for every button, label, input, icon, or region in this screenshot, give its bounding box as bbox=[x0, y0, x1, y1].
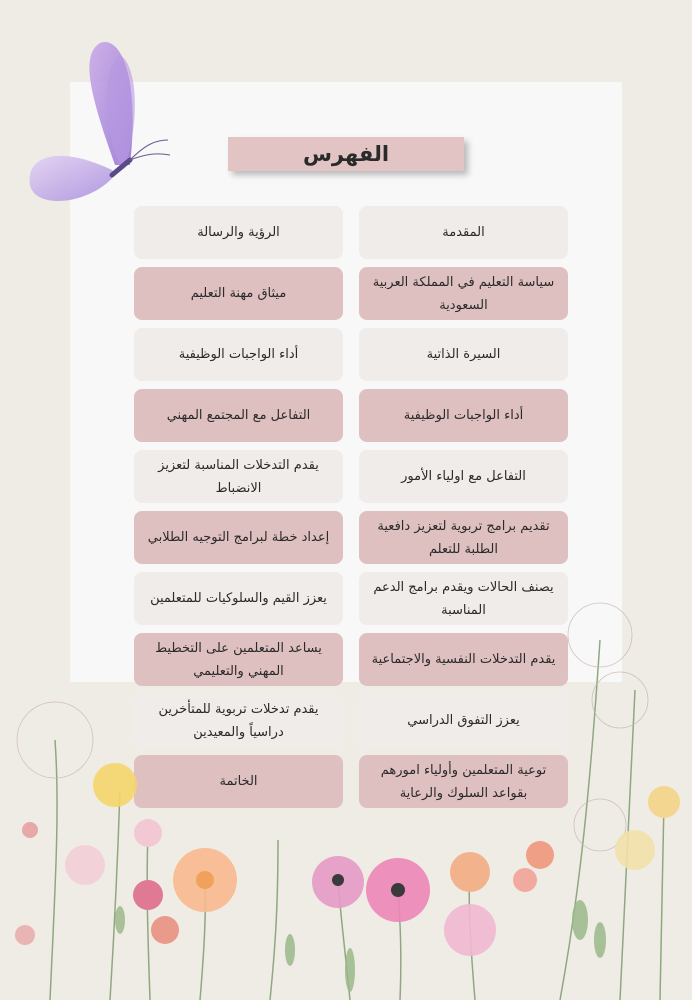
butterfly-illustration bbox=[20, 35, 180, 215]
index-item[interactable]: السيرة الذاتية bbox=[359, 328, 568, 381]
index-item[interactable]: يعزز التفوق الدراسي bbox=[359, 694, 568, 747]
index-item[interactable]: أداء الواجبات الوظيفية bbox=[134, 328, 343, 381]
index-item[interactable]: إعداد خطة لبرامج التوجيه الطلابي bbox=[134, 511, 343, 564]
index-item[interactable]: يقدم التدخلات المناسبة لتعزيز الانضباط bbox=[134, 450, 343, 503]
index-item[interactable]: تقديم برامج تربوية لتعزيز دافعية الطلبة للتعلم bbox=[359, 511, 568, 564]
index-item[interactable]: يساعد المتعلمين على التخطيط المهني والتعليمي bbox=[134, 633, 343, 686]
index-item[interactable]: سياسة التعليم في المملكة العربية السعودية bbox=[359, 267, 568, 320]
index-item[interactable]: الرؤية والرسالة bbox=[134, 206, 343, 259]
index-item[interactable]: المقدمة bbox=[359, 206, 568, 259]
index-item[interactable]: التفاعل مع المجتمع المهني bbox=[134, 389, 343, 442]
index-item[interactable]: التفاعل مع اولياء الأمور bbox=[359, 450, 568, 503]
index-item[interactable]: يصنف الحالات ويقدم برامج الدعم المناسبة bbox=[359, 572, 568, 625]
page-title: الفهرس bbox=[302, 142, 390, 166]
index-item[interactable]: يقدم تدخلات تربوية للمتأخرين دراسياً والمعيدين bbox=[134, 694, 343, 747]
index-item[interactable]: ميثاق مهنة التعليم bbox=[134, 267, 343, 320]
index-item[interactable]: توعية المتعلمين وأولياء امورهم بقواعد السلوك والرعاية bbox=[359, 755, 568, 808]
index-item[interactable]: الخاتمة bbox=[134, 755, 343, 808]
index-item[interactable]: أداء الواجبات الوظيفية bbox=[359, 389, 568, 442]
index-item[interactable]: يعزز القيم والسلوكيات للمتعلمين bbox=[134, 572, 343, 625]
index-title bbox=[228, 137, 464, 171]
index-grid bbox=[134, 206, 568, 816]
index-item[interactable]: يقدم التدخلات النفسية والاجتماعية bbox=[359, 633, 568, 686]
